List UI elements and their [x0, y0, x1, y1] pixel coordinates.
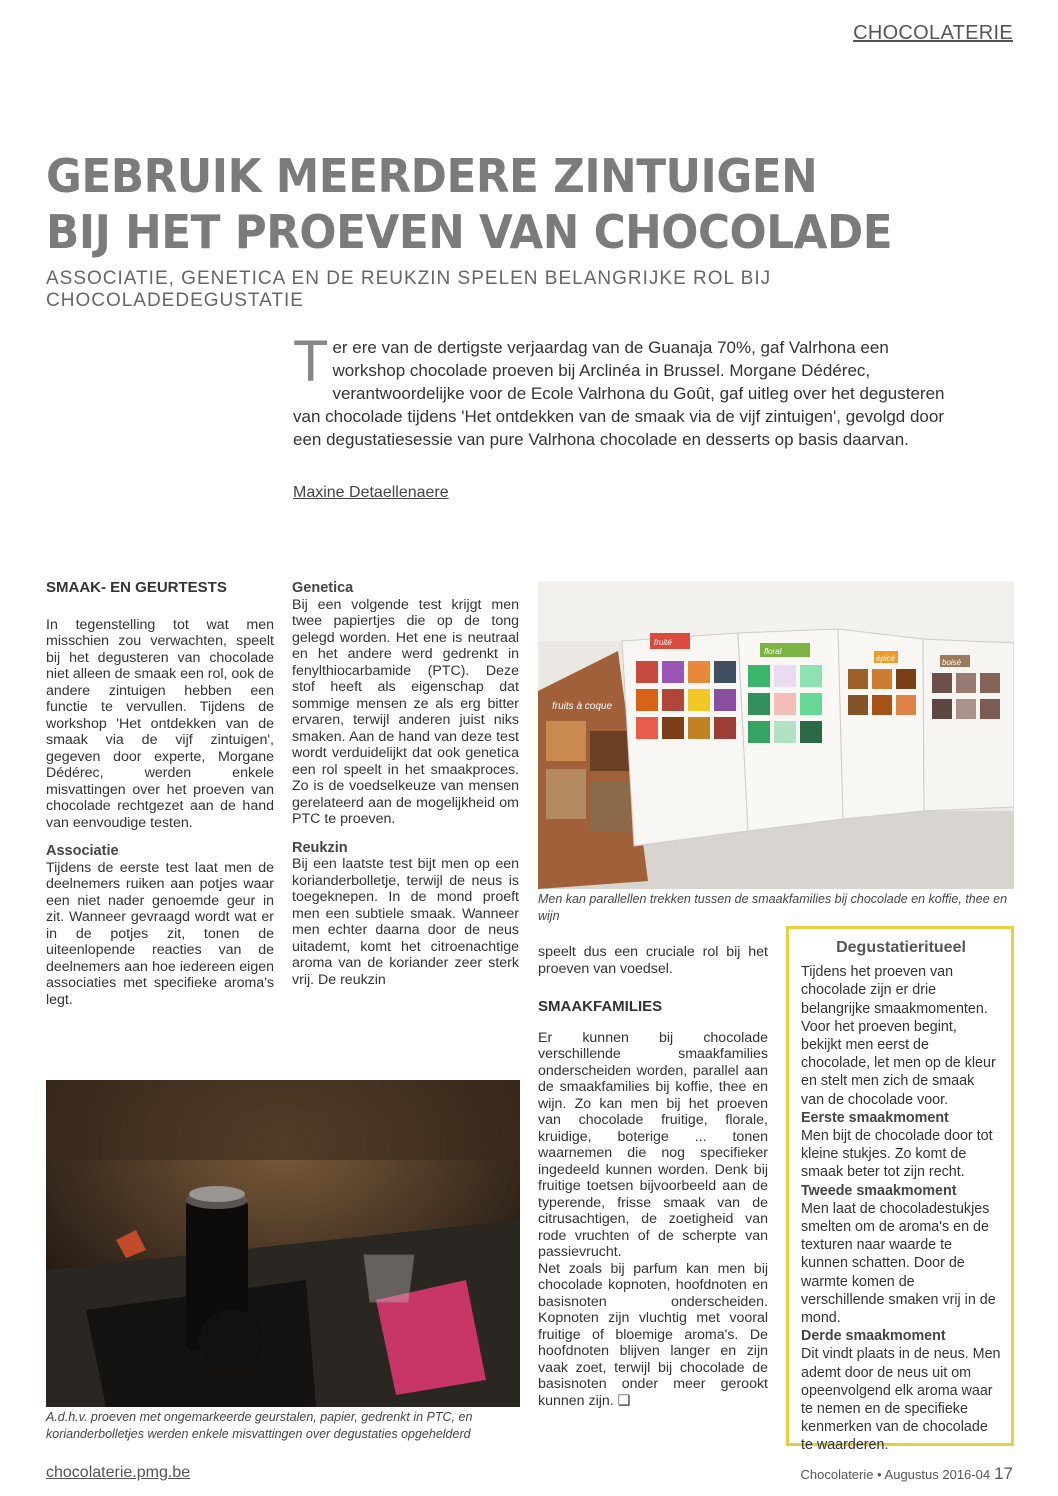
sidebar-degustatieritueel — [786, 926, 1014, 1454]
column-1 — [46, 580, 274, 1008]
paragraph-text: Net zoals bij parfum kan men bij chocolade kopnoten, hoofdnoten en basisnoten onderscheiden. Kopnoten zijn vluchtig met vooral fruitige of bloemige aroma's. De hoofdnoten blijven langer en zijn vaak zoet, terwijl bij chocolade de basisnoten onder meer gerookt kunnen zijn. — [538, 1260, 768, 1409]
sidebar-paragraph: Men bijt de chocolade door tot kleine stukjes. Zo komt de smaak beter tot zijn recht. — [801, 1128, 993, 1181]
sidebar-paragraph: Men laat de chocoladestukjes smelten om de aroma's en de texturen naar waarde te kunnen schatten. Door de warmte komen de verschillende smaken vrij in de mond. — [801, 1200, 996, 1327]
board-label: boisé — [942, 658, 962, 667]
end-mark-icon: ❑ — [617, 1392, 631, 1409]
board-label: floral — [764, 647, 782, 656]
page-number: 17 — [994, 1464, 1013, 1483]
intro-paragraph — [293, 329, 953, 451]
flavour-boards-illustration — [538, 581, 1014, 889]
paragraph: Bij een volgende test krijgt men twee papiertjes die op de tong gelegd worden. Het ene is neutraal en het andere werd gedrenkt in fenylthiocarbamide (PTC). Deze stof heeft als eigenschap dat sommige mensen ze als erg bitter ervaren, terwijl anderen juist niks smaken. Aan de hand van deze test wordt verduidelijkt dat ook genetica een rol speelt in het smaakproces. Zo is de voedselkeuze van mensen gerelateerd aan de mogelijkheid om PTC te proeven. — [292, 596, 519, 827]
sidebar-subheading: Eerste smaakmoment — [801, 1109, 949, 1126]
paragraph: Bij een laatste test bijt men op een korianderbolletje, terwijl de neus is toegeknepen. In de mond proeft men een subtiele smaak. Wanneer men echter daarna door de neus uitademt, komt het citroenachtige aroma van de koriander zeer sterk vrij. De reukzin — [292, 856, 519, 988]
article-subtitle: ASSOCIATIE, GENETICA EN DE REUKZIN SPELEN BELANGRIJKE ROL BIJ CHOCOLADEDEGUSTATIE — [46, 268, 772, 311]
footer-website-link[interactable]: chocolaterie.pmg.be — [46, 1464, 191, 1481]
heading-smaakfamilies: SMAAKFAMILIES — [538, 998, 663, 1015]
subheading-genetica: Genetica — [292, 580, 354, 596]
column-2 — [292, 580, 519, 988]
board-label: fruité — [654, 638, 672, 647]
title-line-2: BIJ HET PROEVEN VAN CHOCOLADE — [46, 205, 893, 259]
author-byline: Maxine Detaellenaere — [293, 484, 449, 501]
column-3 — [538, 944, 768, 1409]
footer-issue-text: Chocolaterie • Augustus 2016-04 — [800, 1467, 991, 1482]
article-title — [46, 148, 958, 260]
sidebar-subheading: Tweede smaakmoment — [801, 1182, 957, 1199]
caption-table: A.d.h.v. proeven met ongemarkeerde geurstalen, papier, gedrenkt in PTC, en korianderbolletjes werden enkele misvattingen over degustaties opgehelderd — [46, 1410, 473, 1441]
section-tag: CHOCOLATERIE — [853, 22, 1013, 44]
footer-issue — [801, 1464, 1014, 1484]
paragraph: Tijdens de eerste test laat men de deelnemers ruiken aan potjes waar een niet nader genoemde geur in zit. Wanneer gevraagd wordt wat er in de potjes zit, tonen de uiteenlopende reacties van de deelnemers aan hoe iedereen eigen associaties met specifieke aroma's legt. — [46, 859, 274, 1008]
board-label: fruits à coque — [552, 701, 613, 712]
paragraph: speelt dus een cruciale rol bij het proeven van voedsel. — [538, 944, 768, 977]
dropcap: T — [293, 329, 329, 394]
intro-text: er ere van de dertigste verjaardag van de Guanaja 70%, gaf Valrhona een workshop chocolade proeven bij Arclinéa in Brussel. Morgane Dédérec, verantwoordelijke voor de Ecole Valrhona du Goût, gaf uitleg over het degusteren van chocolade tijdens 'Het ontdekken van de smaak via de vijf zintuigen', gevolgd door een degustatiesessie van pure Valrhona chocolade en desserts op basis daarvan. — [293, 338, 945, 449]
subheading-associatie: Associatie — [46, 843, 119, 859]
sidebar-paragraph: Tijdens het proeven van chocolade zijn er drie belangrijke smaakmomenten. — [801, 964, 988, 1017]
paragraph: Er kunnen bij chocolade verschillende smaakfamilies onderscheiden worden, parallel aan de smaakfamilies bij koffie, thee en wijn. Zo kan men bij het proeven van chocolade fruitige, florale, kruidige, boterige ... tonen waarnemen die nog specifieker ingedeeld kunnen worden. Denk bij fruitige toetsen bijvoorbeeld aan de typerende, frisse smaak van de citrusachtigen, de zoetigheid van rode vruchten of de scherpte van passievrucht. — [538, 1029, 768, 1260]
photo-flavour-boards — [538, 581, 1014, 889]
sidebar-paragraph: Voor het proeven begint, bekijkt men eerst de chocolade, let men op de kleur en stelt men zich de smaak van de chocolade voor. — [801, 1018, 996, 1108]
paragraph: In tegenstelling tot wat men misschien zou verwachten, speelt bij het degusteren van chocolade niet alleen de smaak een rol, ook de andere zintuigen hebben een functie te vervullen. Tijdens de workshop 'Het ontdekken van de smaak via de vijf zintuigen', gegeven door experte, Morgane Dédérec, werden enkele misvattingen over het proeven van chocolade rechtgezet aan de hand van eenvoudige testen. — [46, 616, 274, 831]
sidebar-title: Degustatieritueel — [836, 939, 966, 956]
photo-tasting-table — [46, 1080, 520, 1407]
title-line-1: GEBRUIK MEERDERE ZINTUIGEN — [46, 149, 818, 203]
caption-boards: Men kan parallellen trekken tussen de smaakfamilies bij chocolade en koffie, thee en wijn — [538, 892, 1008, 923]
paragraph — [538, 1261, 768, 1410]
board-label: épicé — [876, 654, 896, 663]
sidebar-subheading: Derde smaakmoment — [801, 1328, 946, 1345]
sidebar-paragraph: Dit vindt plaats in de neus. Men ademt door de neus uit om opeenvolgend elk aroma waar te nemen en de specifieke kenmerken van de chocolade te waarderen. — [801, 1346, 1001, 1454]
tasting-table-illustration — [46, 1080, 520, 1407]
subheading-reukzin: Reukzin — [292, 839, 348, 856]
heading-smaak-geurtests: SMAAK- EN GEURTESTS — [46, 579, 227, 596]
